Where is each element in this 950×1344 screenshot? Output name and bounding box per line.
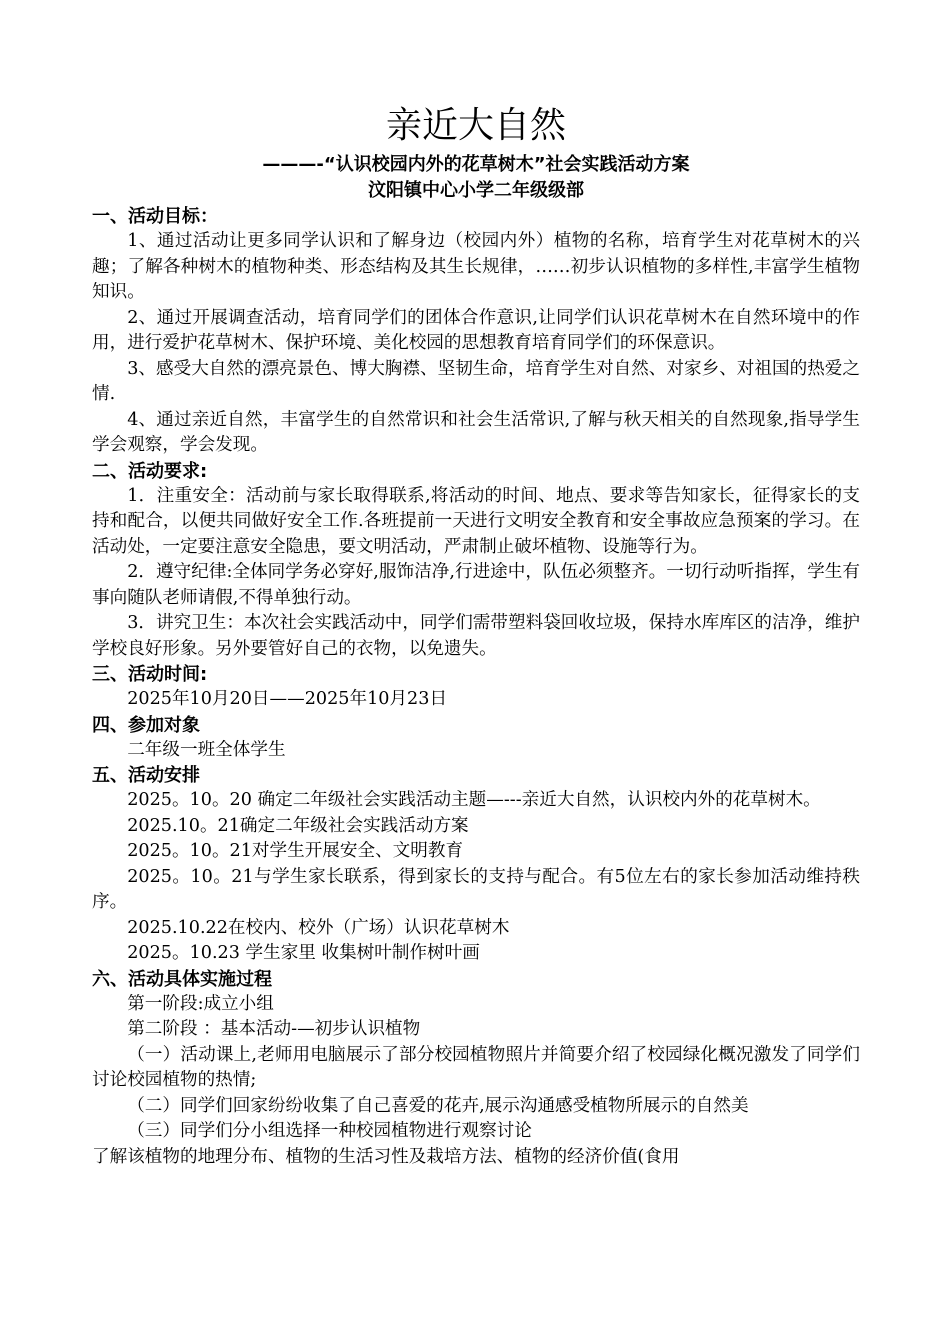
paragraph: 2．遵守纪律:全体同学务必穿好,服饰洁净,行进途中，队伍必须整齐。一切行动听指挥，学生有事向随队老师请假,不得单独行动。 xyxy=(92,562,860,608)
section-heading-schedule: 五、活动安排 xyxy=(92,765,200,786)
paragraph: 了解该植物的地理分布、植物的生活习性及栽培方法、植物的经济价值(食用 xyxy=(92,1146,680,1167)
section-heading-goals: 一、活动目标： xyxy=(92,206,218,227)
document-organization: 汶阳镇中心小学二年级级部 xyxy=(368,180,584,201)
document-page xyxy=(92,100,860,1170)
section-heading-participants: 四、参加对象 xyxy=(92,714,200,736)
paragraph: 1、通过活动让更多同学认识和了解身边（校园内外）植物的名称，培育学生对花草树木的兴趣；了解各种树木的植物种类、形态结构及其生长规律，……初步认识植物的多样性,丰富学生植物知识。 xyxy=(92,231,860,302)
paragraph: 2025。10。21对学生开展安全、文明教育 xyxy=(127,841,464,861)
section-heading-requirements: 二、活动要求: xyxy=(92,460,208,482)
paragraph: （三）同学们分小组选择一种校园植物进行观察讨论 xyxy=(127,1121,532,1141)
document-title: 亲近大自然 xyxy=(385,105,566,146)
paragraph: （二）同学们回家纷纷收集了自己喜爱的花卉,展示沟通感受植物所展示的自然美 xyxy=(127,1095,749,1116)
paragraph: 2025。10.23 学生家里 收集树叶制作树叶画 xyxy=(127,943,480,963)
paragraph: 3．讲究卫生：本次社会实践活动中，同学们需带塑料袋回收垃圾，保持水库库区的洁净，维护学校良好形象。另外要管好自己的衣物，以免遗失。 xyxy=(92,613,860,659)
paragraph: 二年级一班全体学生 xyxy=(127,739,286,760)
paragraph: （一）活动课上,老师用电脑展示了部分校园植物照片并简要介绍了校园绿化概况激发了同学们讨论校园植物的热情; xyxy=(92,1044,860,1090)
paragraph: 1．注重安全：活动前与家长取得联系,将活动的时间、地点、要求等告知家长，征得家长的支持和配合，以便共同做好安全工作.各班提前一天进行文明安全教育和安全事故应急预案的学习。在活动处，一定要注意安全隐患，要文明活动，严肃制止破坏植物、设施等行为。 xyxy=(92,485,860,557)
document-subtitle: ———-“认识校园内外的花草树木”社会实践活动方案 xyxy=(262,154,690,175)
paragraph: 第二阶段 ：基本活动-—初步认识植物 xyxy=(127,1019,421,1039)
paragraph: 3、感受大自然的漂亮景色、博大胸襟、坚韧生命，培育学生对自然、对家乡、对祖国的热爱之情. xyxy=(92,358,860,404)
paragraph: 2025.10.22在校内、校外（广场）认识花草树木 xyxy=(127,917,510,938)
paragraph: 2、通过开展调查活动，培育同学们的团体合作意识,让同学们认识花草树木在自然环境中的作用，进行爱护花草树木、保护环境、美化校园的思想教育培育同学们的环保意识。 xyxy=(92,307,860,353)
section-heading-implementation: 六、活动具体实施过程 xyxy=(92,968,272,990)
section-heading-time: 三、活动时间: xyxy=(92,664,208,685)
paragraph: 2025年10月20日——2025年10月23日 xyxy=(127,689,448,709)
paragraph: 2025。10。21与学生家长联系，得到家长的支持与配合。有5位左右的家长参加活动维持秩序。 xyxy=(92,866,860,912)
paragraph: 第一阶段:成立小组 xyxy=(127,993,274,1014)
paragraph: 2025.10。21确定二年级社会实践活动方案 xyxy=(127,815,469,836)
paragraph: 2025。10。20 确定二年级社会实践活动主题—---亲近大自然，认识校内外的花草树木。 xyxy=(127,790,821,810)
paragraph: 4、通过亲近自然，丰富学生的自然常识和社会生活常识,了解与秋天相关的自然现象,指导学生学会观察，学会发现。 xyxy=(92,409,860,455)
